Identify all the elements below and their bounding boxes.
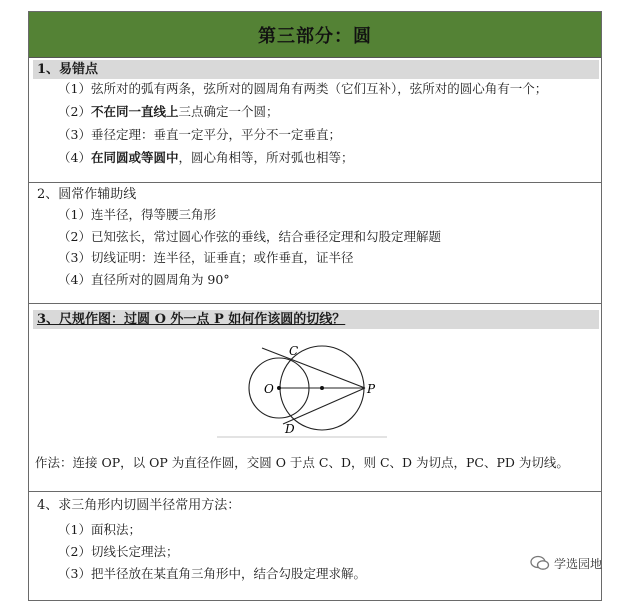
tangent-line-pc (262, 348, 365, 388)
item-suffix: 三点确定一个圆； (178, 104, 279, 119)
point-midpoint (320, 386, 324, 390)
wechat-icon (530, 555, 550, 571)
construction-method: 作法：连接 OP，以 OP 为直径作圆，交圆 O 于点 C、D，则 C、D 为切点，PC、PD 为切线。 (35, 455, 569, 470)
section-1-item-1 (58, 79, 547, 99)
item-emphasis: 不在同一直线上 (90, 104, 179, 119)
item-prefix: （2） (58, 104, 91, 119)
label-d: D (285, 422, 295, 436)
section-3-title-text: 3、尺规作图：过圆 O 外一点 P 如何作该圆的切线？ (37, 312, 346, 327)
section-divider (29, 182, 601, 183)
section-2-item-2: （2）已知弦长，常过圆心作弦的垂线，结合垂径定理和勾股定理解题 (58, 229, 441, 244)
label-p: P (367, 382, 376, 396)
section-3-title (33, 310, 599, 329)
section-divider (29, 303, 601, 304)
item-prefix: （4） (58, 150, 91, 165)
section-2-item-4: （4）直径所对的圆周角为 90° (58, 272, 230, 287)
section-2-title: 2、圆常作辅助线 (37, 187, 137, 202)
tangent-line-pd (283, 388, 365, 424)
section-1-title: 1、易错点 (33, 60, 599, 79)
section-4-item-2: （2）切线长定理法； (58, 544, 179, 559)
label-c: C (289, 344, 299, 358)
section-4-item-3: （3）把半径放在某直角三角形中，结合勾股定理求解。 (58, 566, 366, 581)
section-1-item-3 (58, 125, 341, 145)
section-4-title: 4、求三角形内切圆半径常用方法： (37, 498, 241, 513)
point-o (277, 386, 281, 390)
section-4-item-1: （1）面积法； (58, 522, 141, 537)
watermark-text: 学选园地 (554, 556, 603, 571)
tangent-construction-figure (217, 330, 387, 442)
table-header (29, 12, 601, 58)
item-text: （1）弦所对的弧有两条，弦所对的圆周角有两类（它们互补），弦所对的圆心角有一个； (58, 81, 548, 96)
watermark (530, 553, 602, 573)
section-2-item-3: （3）切线证明：连半径，证垂直；或作垂直，证半径 (58, 250, 354, 265)
page-title: 第三部分：圆 (258, 25, 372, 47)
section-divider (29, 491, 601, 492)
item-suffix: ，圆心角相等，所对弧也相等； (178, 150, 354, 165)
content-table (28, 11, 602, 601)
section-1-item-2 (58, 102, 278, 122)
label-o: O (264, 382, 274, 396)
section-2-item-1: （1）连半径，得等腰三角形 (58, 207, 216, 222)
item-emphasis: 在同圆或等圆中 (90, 150, 179, 165)
section-1-item-4 (58, 148, 353, 168)
item-text: （3）垂径定理：垂直一定平分，平分不一定垂直； (58, 127, 341, 142)
